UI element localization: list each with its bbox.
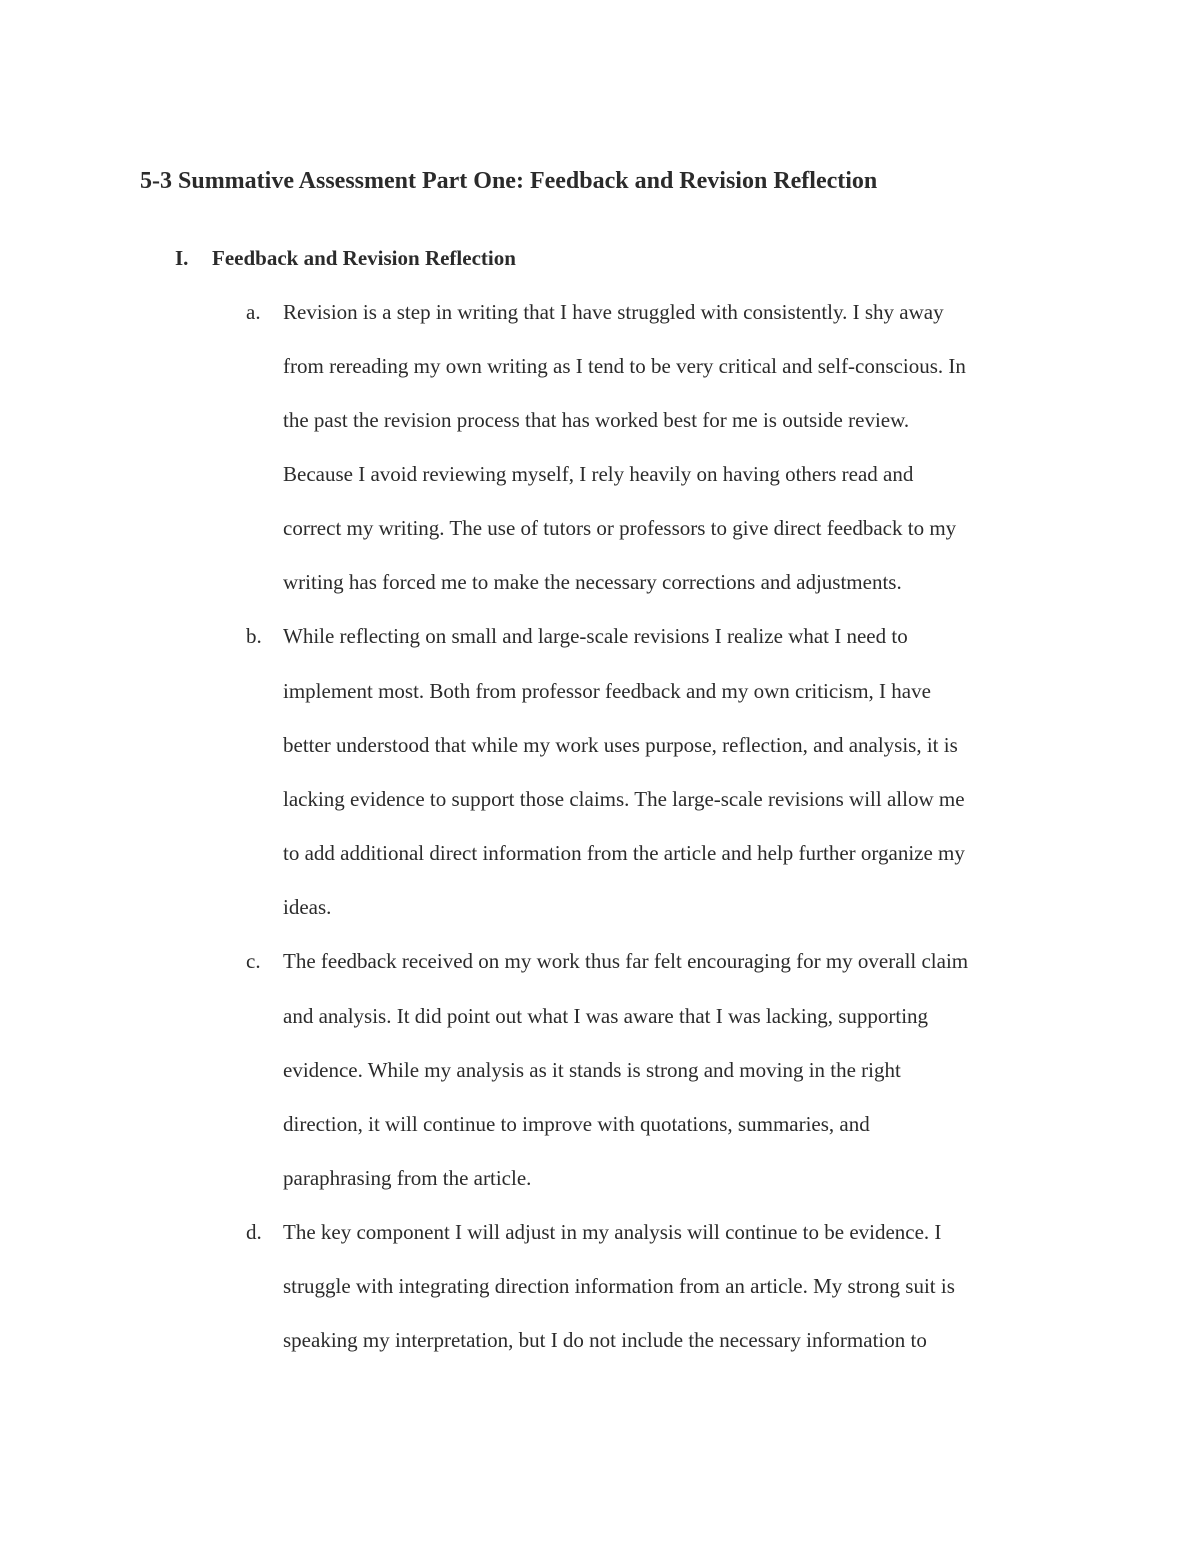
section-title: Feedback and Revision Reflection xyxy=(212,246,516,270)
paragraph-line: implement most. Both from professor feedback and my own criticism, I have xyxy=(283,679,931,703)
paragraph-line: from rereading my own writing as I tend to be very critical and self-conscious. In xyxy=(283,354,966,378)
paragraph-line: paraphrasing from the article. xyxy=(283,1166,532,1190)
paragraph-line: Revision is a step in writing that I have struggled with consistently. I shy away xyxy=(283,300,944,324)
paragraph-line: speaking my interpretation, but I do not include the necessary information to xyxy=(283,1328,927,1352)
document-title: 5-3 Summative Assessment Part One: Feedback and Revision Reflection xyxy=(140,168,878,194)
paragraph-line: better understood that while my work uses purpose, reflection, and analysis, it is xyxy=(283,733,958,757)
paragraph-line: and analysis. It did point out what I was aware that I was lacking, supporting xyxy=(283,1004,929,1028)
section-number: I. xyxy=(175,246,189,270)
list-marker-a: a. xyxy=(246,300,261,324)
paragraph-line: While reflecting on small and large-scale revisions I realize what I need to xyxy=(283,624,908,648)
paragraph-line: to add additional direct information from the article and help further organize my xyxy=(283,841,965,865)
paragraph-line: lacking evidence to support those claims. The large-scale revisions will allow me xyxy=(283,787,965,811)
paragraph-line: direction, it will continue to improve with quotations, summaries, and xyxy=(283,1112,870,1136)
list-marker-c: c. xyxy=(246,949,261,973)
list-marker-d: d. xyxy=(246,1220,262,1244)
paragraph-line: Because I avoid reviewing myself, I rely heavily on having others read and xyxy=(283,462,914,486)
paragraph-line: evidence. While my analysis as it stands is strong and moving in the right xyxy=(283,1058,901,1082)
paragraph-line: correct my writing. The use of tutors or professors to give direct feedback to my xyxy=(283,516,957,540)
paragraph-line: ideas. xyxy=(283,895,332,919)
list-marker-b: b. xyxy=(246,624,262,648)
paragraph-line: the past the revision process that has worked best for me is outside review. xyxy=(283,408,910,432)
section-heading xyxy=(175,243,516,273)
paragraph-line: The key component I will adjust in my analysis will continue to be evidence. I xyxy=(283,1220,942,1244)
paragraph-line: struggle with integrating direction information from an article. My strong suit is xyxy=(283,1274,955,1298)
paragraph-line: The feedback received on my work thus far felt encouraging for my overall claim xyxy=(283,949,969,973)
paragraph-line: writing has forced me to make the necessary corrections and adjustments. xyxy=(283,570,902,594)
